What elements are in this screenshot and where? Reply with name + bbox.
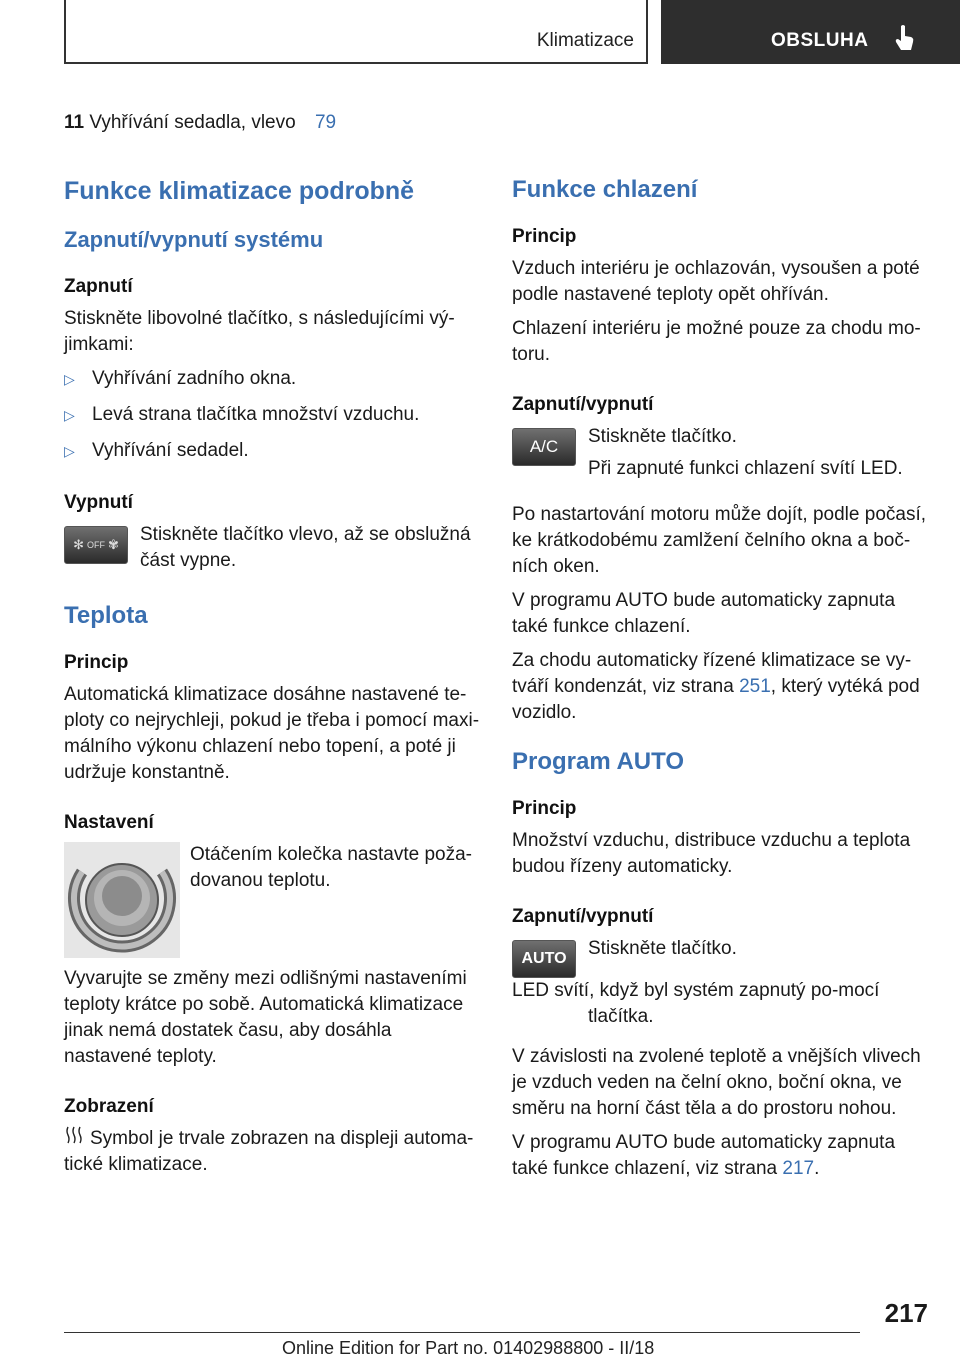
chapter-label: OBSLUHA: [771, 30, 869, 51]
header-box: [64, 0, 648, 64]
figure-legend: 11 Vyhřívání sedadla, vlevo 79: [64, 112, 337, 133]
triangle-bullet-icon: ▷: [64, 407, 75, 423]
temperature-knob-image: [64, 842, 180, 958]
knob-instruction: Otáčením kolečka nastavte poža-dovanou teplotu.: [64, 842, 480, 958]
on-text: Stiskněte libovolné tlačítko, s následujícími vý-jimkami:: [64, 308, 455, 355]
ac-instruction: A/C Stiskněte tlačítko. Při zapnuté funkci chlazení svítí LED.: [512, 424, 928, 488]
list-item: ▷ Levá strana tlačítka množství vzduchu.: [64, 402, 480, 428]
main-heading: Funkce klimatizace podrobně: [64, 177, 415, 205]
chlazeni-heading: Funkce chlazení: [512, 176, 698, 203]
page-link[interactable]: 251: [739, 676, 771, 697]
page-number: 217: [884, 1298, 928, 1328]
list-item: ▷ Vyhřívání zadního okna.: [64, 366, 480, 392]
fan-icon: ✾: [108, 537, 119, 552]
temperature-symbol-icon: [64, 1126, 84, 1144]
teplota-heading: Teplota: [64, 602, 148, 629]
list-item: ▷ Vyhřívání sedadel.: [64, 438, 480, 464]
section-title: Klimatizace: [536, 30, 634, 51]
right-column: Funkce chlazení Princip Vzduch interiéru je ochlazován, vysoušen a poté podle nastavené teploty opět ohříván. Chlazení interiéru je možné pouze za chodu mo-toru. Zapnutí/vypnutí A/C Stiskněte tlačítko. Při zapnuté funkci chlazení svítí LED. Po nastartování motoru může dojít, podle počasí, ke krátkodobému zamlžení čelního okna a boč-ních oken. V programu AUTO bude automaticky zapnuta také funkce chlazení. Za chodu automaticky řízené klimatizace se vy-tváří kondenzát, viz strana 251, který vytéká pod vozidlo. Program AUTO Princip Množství vzduchu, distribuce vzduchu a teplota budou řízeny automaticky. Zapnutí/vypnutí AUTO Stiskněte tlačítko. LED svítí, když byl systém zapnutý po-mocí tlačítka. V závislosti na zvolené teplotě a vnějších vlivech je vzduch veden na čelní okno, boční okna, ve směru na horní část těla a do prostoru nohou. V programu AUTO bude automaticky zapnuta také funkce chlazení, viz strana 217.: [512, 176, 927, 1179]
on-heading: Zapnutí: [64, 276, 133, 297]
left-column: Funkce klimatizace podrobně Zapnutí/vypnutí systému Zapnutí Stiskněte libovolné tlačítko, s následujícími vý-jimkami: ▷ Vyhřívání zadního okna. ▷ Levá strana tlačítka množství vzduchu. ▷ Vyhřívání sedadel. Vypnutí ✻ OFF ✾ Stiskněte tlačítko vlevo, až se obslužná část vypne. Teplota Princip Automatická klimatizace dosáhne nastavené te-ploty co nejrychleji, pokud je třeba i pomocí maxi-málního výkonu chlazení nebo topení, a poté ji udržuje konstantně. Nastavení Otáčením kolečka nastavte poža-dovanou teplotu. Vyvarujte se změny mezi odlišnými nastaveními teploty krátce po sobě. Automatická klimatizace jinak nemá dostatek času, aby dosáhla nastavené teploty. Zobrazení Symbol je trvale zobrazen na displeji automa-tické klimatizace.: [64, 177, 480, 1175]
knob-icon: [64, 842, 180, 958]
edition-text: Online Edition for Part no. 01402988800 - II/18: [282, 1338, 655, 1358]
ac-button-image: A/C: [512, 428, 576, 466]
auto-instruction: AUTO Stiskněte tlačítko.: [512, 936, 928, 978]
fan-off-icon: ✻: [73, 537, 84, 552]
page-link[interactable]: 79: [314, 112, 337, 133]
triangle-bullet-icon: ▷: [64, 443, 75, 459]
auto-button-image: AUTO: [512, 940, 576, 978]
onoff-heading: Zapnutí/vypnutí systému: [64, 227, 324, 252]
off-instruction: ✻ OFF ✾ Stiskněte tlačítko vlevo, až se obslužná část vypne.: [64, 522, 480, 580]
auto-heading: Program AUTO: [512, 748, 685, 775]
footer-divider: [64, 1332, 860, 1333]
pointing-hand-icon: [893, 24, 915, 52]
page-link[interactable]: 217: [782, 1158, 815, 1179]
triangle-bullet-icon: ▷: [64, 371, 75, 387]
chapter-tab[interactable]: [661, 0, 960, 64]
off-button-image: ✻ OFF ✾: [64, 526, 128, 564]
off-heading: Vypnutí: [64, 492, 133, 513]
